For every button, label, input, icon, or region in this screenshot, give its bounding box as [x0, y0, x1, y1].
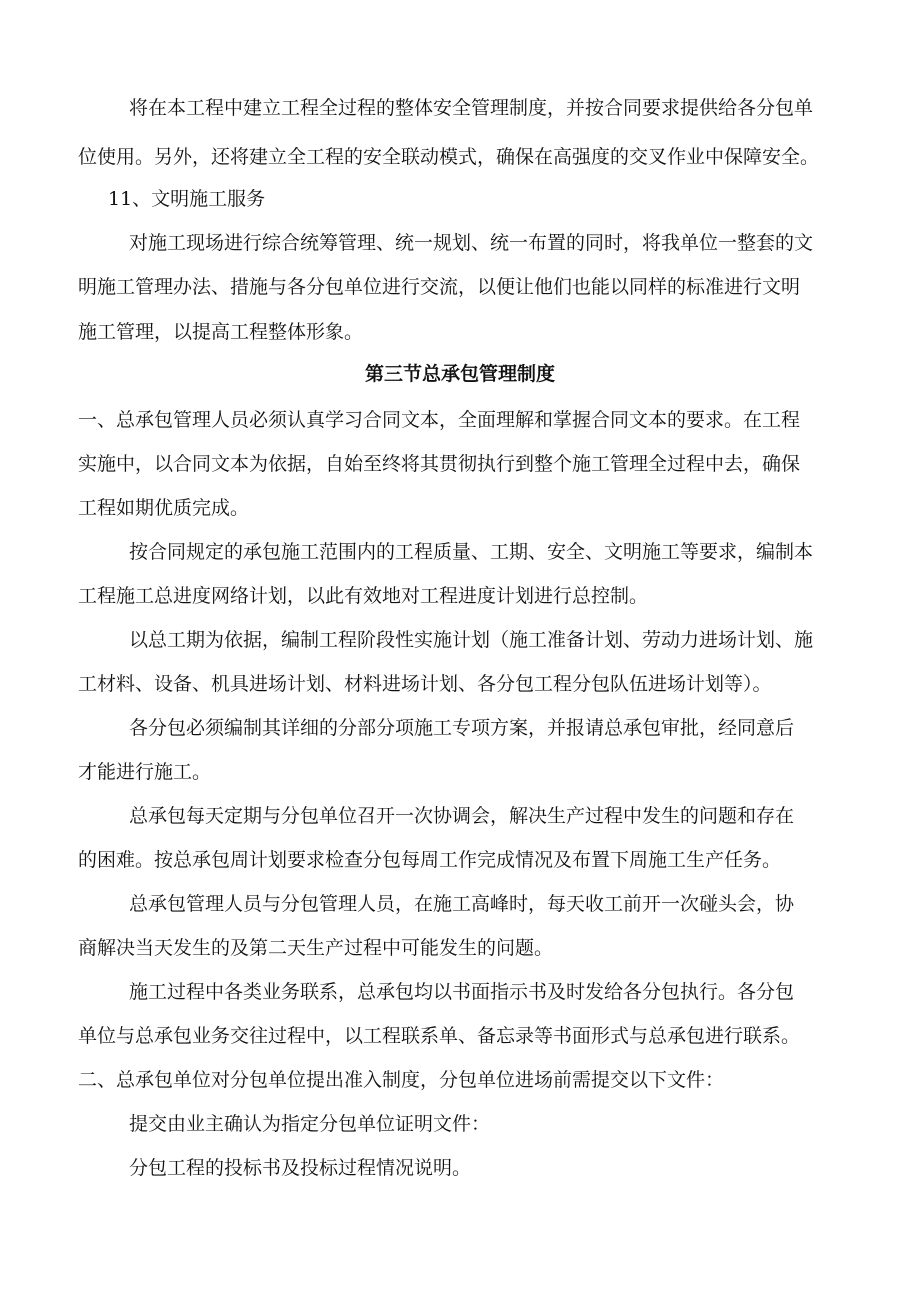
paragraph-subcontract-plan-line-2: 才能进行施工。 — [78, 761, 212, 783]
paragraph-schedule-line-2: 工程施工总进度网络计划，以此有效地对工程进度计划进行总控制。 — [78, 585, 649, 607]
requirement-owner-certificate: 提交由业主确认为指定分包单位证明文件： — [129, 1113, 491, 1135]
paragraph-schedule-line-1: 按合同规定的承包施工范围内的工程质量、工期、安全、文明施工等要求，编制本 — [129, 541, 814, 563]
paragraph-civilized-line-3: 施工管理，以提高工程整体形象。 — [78, 321, 364, 343]
paragraph-daily-meeting-line-2: 的困难。按总承包周计划要求检查分包每周工作完成情况及布置下周施工生产任务。 — [78, 849, 782, 871]
clause-2: 二、总承包单位对分包单位提出准入制度，分包单位进场前需提交以下文件： — [78, 1069, 725, 1091]
paragraph-communication-line-1: 施工过程中各类业务联系，总承包均以书面指示书及时发给各分包执行。各分包 — [129, 981, 795, 1003]
paragraph-peak-meeting-line-2: 商解决当天发生的及第二天生产过程中可能发生的问题。 — [78, 937, 554, 959]
requirement-bid-documents: 分包工程的投标书及投标过程情况说明。 — [129, 1157, 472, 1179]
paragraph-peak-meeting-line-1: 总承包管理人员与分包管理人员，在施工高峰时，每天收工前开一次碰头会，协 — [129, 893, 795, 915]
section-title: 第三节总承包管理制度 — [364, 363, 555, 385]
paragraph-civilized-line-2: 明施工管理办法、措施与各分包单位进行交流，以便让他们也能以同样的标准进行文明 — [78, 276, 801, 298]
paragraph-subcontract-plan-line-1: 各分包必须编制其详细的分部分项施工专项方案，并报请总承包审批，经同意后 — [129, 717, 795, 739]
paragraph-phase-plan-line-2: 工材料、设备、机具进场计划、材料进场计划、各分包工程分包队伍进场计划等）。 — [78, 673, 772, 695]
clause-1-line-1: 一、总承包管理人员必须认真学习合同文本，全面理解和掌握合同文本的要求。在工程 — [78, 409, 801, 431]
paragraph-communication-line-2: 单位与总承包业务交往过程中，以工程联系单、备忘录等书面形式与总承包进行联系。 — [78, 1025, 801, 1047]
paragraph-safety-line-2: 位使用。另外，还将建立全工程的安全联动模式，确保在高强度的交叉作业中保障安全。 — [78, 146, 820, 168]
item-11-heading: 11、文明施工服务 — [108, 188, 266, 210]
clause-1-line-3: 工程如期优质完成。 — [78, 497, 250, 519]
paragraph-daily-meeting-line-1: 总承包每天定期与分包单位召开一次协调会，解决生产过程中发生的问题和存在 — [129, 805, 795, 827]
paragraph-safety-line-1: 将在本工程中建立工程全过程的整体安全管理制度，并按合同要求提供给各分包单 — [129, 97, 814, 119]
clause-1-line-2: 实施中，以合同文本为依据，自始至终将其贯彻执行到整个施工管理全过程中去，确保 — [78, 453, 801, 475]
paragraph-civilized-line-1: 对施工现场进行综合统筹管理、统一规划、统一布置的同时，将我单位一整套的文 — [129, 232, 814, 254]
paragraph-phase-plan-line-1: 以总工期为依据，编制工程阶段性实施计划（施工准备计划、劳动力进场计划、施 — [129, 629, 814, 651]
